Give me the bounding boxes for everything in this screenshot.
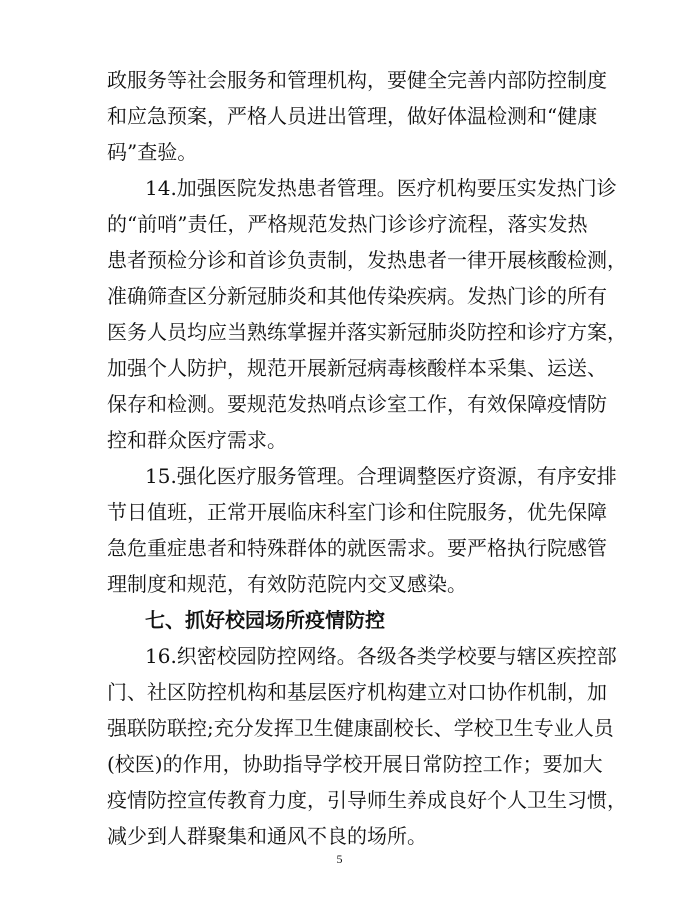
body-text-line: 理制度和规范，有效防范院内交叉感染。	[107, 572, 467, 596]
body-text-line: 14.加强医院发热患者管理。医疗机构要压实发热门诊	[145, 176, 617, 200]
body-text-line: (校医)的作用，协助指导学校开展日常防控工作；要加大	[107, 752, 603, 776]
body-text-line: 保存和检测。要规范发热哨点诊室工作，有效保障疫情防	[107, 392, 607, 416]
body-text-line: 急危重症患者和特殊群体的就医需求。要严格执行院感管	[107, 536, 607, 560]
body-text-line: 强联防联控;充分发挥卫生健康副校长、学校卫生专业人员	[107, 716, 614, 740]
body-text-line: 疫情防控宣传教育力度，引导师生养成良好个人卫生习惯，	[107, 788, 627, 812]
body-text-line: 医务人员均应当熟练掌握并落实新冠肺炎防控和诊疗方案，	[107, 320, 627, 344]
section-heading: 七、抓好校园场所疫情防控	[145, 608, 385, 632]
body-text-line: 准确筛查区分新冠肺炎和其他传染疾病。发热门诊的所有	[107, 284, 607, 308]
page-number: 5	[336, 852, 343, 866]
body-text-line: 码”查验。	[107, 140, 198, 164]
body-text-line: 节日值班，正常开展临床科室门诊和住院服务，优先保障	[107, 500, 607, 524]
body-text-line: 减少到人群聚集和通风不良的场所。	[107, 824, 427, 848]
body-text-line: 政服务等社会服务和管理机构，要健全完善内部防控制度	[107, 68, 607, 92]
body-text-line: 16.织密校园防控网络。各级各类学校要与辖区疾控部	[145, 644, 617, 668]
body-text-line: 的“前哨”责任，严格规范发热门诊诊疗流程，落实发热	[107, 212, 588, 236]
body-text-line: 门、社区防控机构和基层医疗机构建立对口协作机制，加	[107, 680, 607, 704]
body-text-line: 患者预检分诊和首诊负责制，发热患者一律开展核酸检测，	[107, 248, 627, 272]
body-text-line: 和应急预案，严格人员进出管理，做好体温检测和“健康	[107, 104, 598, 128]
body-text-line: 加强个人防护，规范开展新冠病毒核酸样本采集、运送、	[107, 356, 607, 380]
body-text-line: 控和群众医疗需求。	[107, 428, 287, 452]
body-text-line: 15.强化医疗服务管理。合理调整医疗资源，有序安排	[145, 464, 617, 488]
